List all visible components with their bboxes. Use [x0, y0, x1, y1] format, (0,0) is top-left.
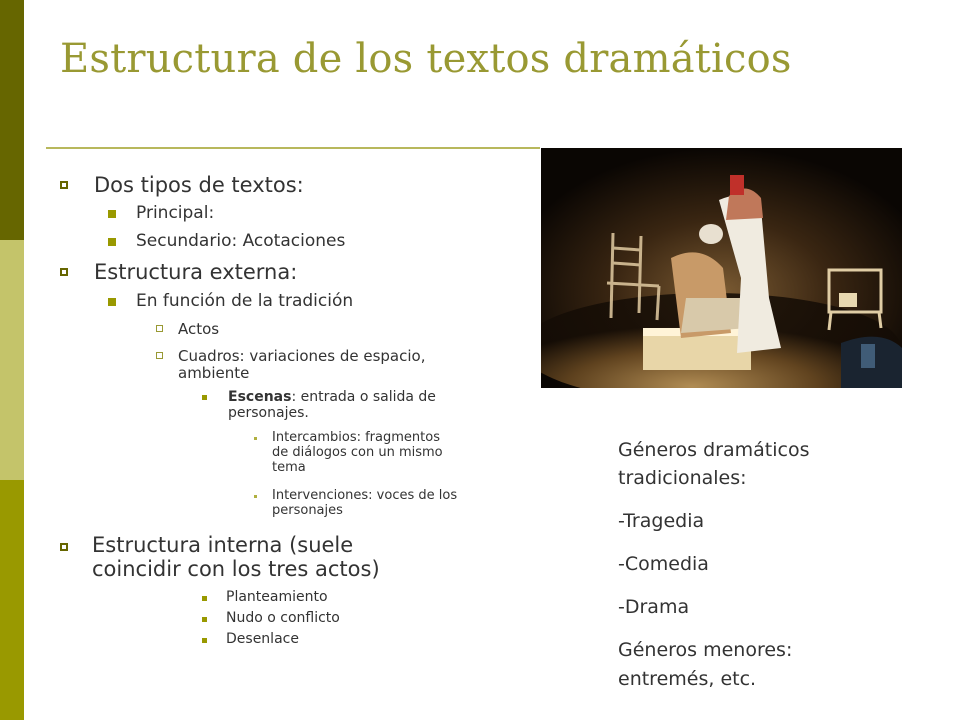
outline-tipos: Dos tipos de textos: — [94, 173, 304, 197]
square-bullet-icon — [108, 238, 116, 246]
generos-menores-2: entremés, etc. — [618, 668, 757, 690]
outline-desenlace: Desenlace — [226, 631, 299, 647]
outline-intercambios-1: Intercambios: fragmentos — [272, 430, 440, 445]
square-bullet-icon — [254, 437, 257, 440]
hollow-square-bullet-icon — [60, 543, 68, 551]
outline-intercambios-2: de diálogos con un mismo — [272, 445, 443, 460]
outline-intervenciones-2: personajes — [272, 503, 343, 518]
outline-cuadros-1: Cuadros: variaciones de espacio, — [178, 347, 426, 365]
outline-intervenciones-1: Intervenciones: voces de los — [272, 488, 458, 503]
outline-principal: Principal: — [136, 203, 215, 223]
outline-cuadros-2: ambiente — [178, 364, 250, 382]
square-bullet-icon — [202, 617, 207, 622]
outline-interna-2: coincidir con los tres actos) — [92, 557, 380, 581]
accent-bar-middle — [0, 240, 24, 480]
square-bullet-icon — [202, 596, 207, 601]
left-accent-bar — [0, 0, 24, 720]
title-divider — [46, 147, 540, 149]
accent-bar-bottom — [0, 480, 24, 720]
hollow-square-bullet-icon — [60, 268, 68, 276]
outline-actos: Actos — [178, 320, 220, 338]
outline-secundario: Secundario: Acotaciones — [136, 231, 346, 251]
generos-tragedia: -Tragedia — [618, 510, 705, 532]
generos-line1: Géneros dramáticos — [618, 439, 810, 461]
outline-externa: Estructura externa: — [94, 260, 298, 284]
outline-tradicion: En función de la tradición — [136, 291, 354, 311]
generos-drama: -Drama — [618, 596, 690, 618]
square-bullet-icon — [202, 638, 207, 643]
outline-planteamiento: Planteamiento — [226, 589, 328, 605]
outline-escenas-2: personajes. — [228, 405, 309, 421]
accent-bar-top — [0, 0, 24, 240]
generos-line2: tradicionales: — [618, 467, 747, 489]
outline-interna-1: Estructura interna (suele — [92, 533, 354, 557]
outline-escenas-rest: : entrada o salida de — [291, 389, 436, 405]
theater-stage-photo — [541, 148, 902, 388]
outline-intercambios-3: tema — [272, 460, 306, 475]
generos-menores-1: Géneros menores: — [618, 639, 793, 661]
outline-nudo: Nudo o conflicto — [226, 610, 340, 626]
outline-escenas-bold: Escenas — [228, 389, 292, 405]
outline-escenas-1 — [228, 390, 436, 405]
square-bullet-icon — [254, 495, 257, 498]
square-bullet-icon — [108, 298, 116, 306]
slide-title: Estructura de los textos dramáticos — [60, 36, 792, 82]
generos-comedia: -Comedia — [618, 553, 709, 575]
square-bullet-icon — [108, 210, 116, 218]
square-bullet-icon — [202, 395, 207, 400]
hollow-square-bullet-icon — [60, 181, 68, 189]
hollow-square-bullet-icon — [156, 352, 163, 359]
hollow-square-bullet-icon — [156, 325, 163, 332]
